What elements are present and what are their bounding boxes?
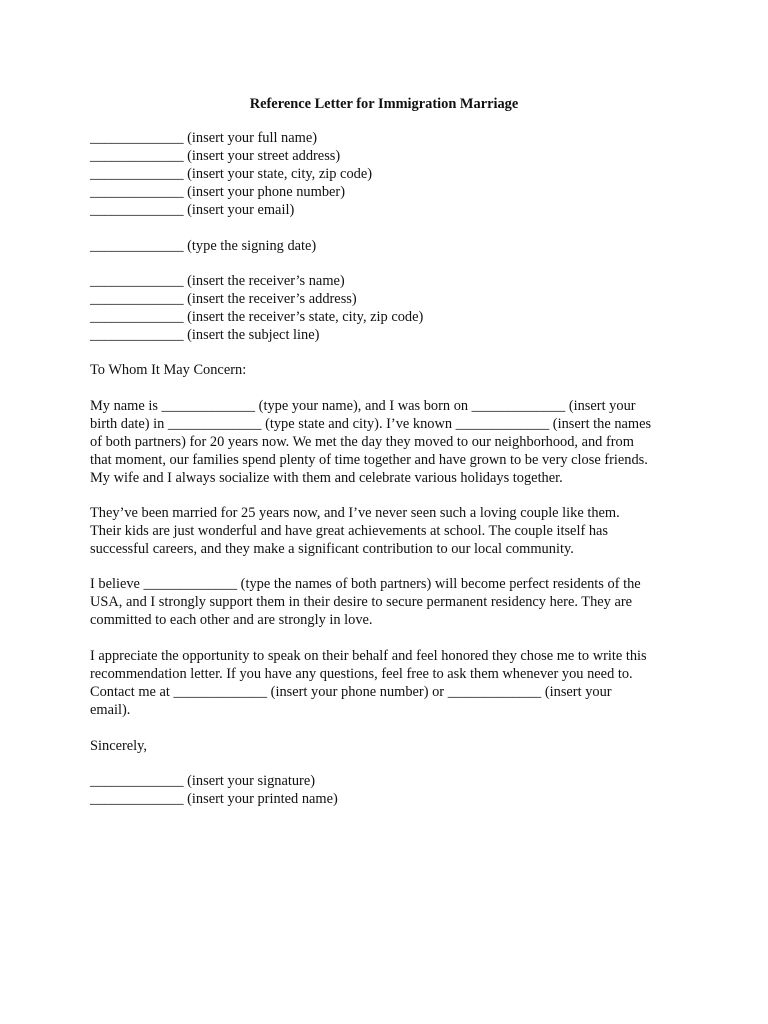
date-block [90,237,690,255]
paragraph-1-line: birth date) in _____________ (type state and city). I’ve known _____________ (insert the names [90,416,652,432]
paragraph-1-line: My wife and I always socialize with them and celebrate various holidays together. [90,470,563,486]
paragraph-1-line: that moment, our families spend plenty of time together and have grown to be very close friends. [90,452,648,468]
sender-street-address-line: _____________ (insert your street address) [90,148,341,164]
paragraph-3-line: I believe _____________ (type the names of both partners) will become perfect residents of the [90,576,641,592]
paragraph-4-line: recommendation letter. If you have any questions, feel free to ask them whenever you need to. [90,666,633,682]
paragraph-4-line: email). [90,702,131,718]
sender-state-city-zip-line: _____________ (insert your state, city, zip code) [90,166,373,182]
subject-line: _____________ (insert the subject line) [90,327,320,343]
paragraph-1-line: My name is _____________ (type your name), and I was born on _____________ (insert your [90,398,636,414]
signing-date-line: _____________ (type the signing date) [90,238,317,254]
paragraph-4-line: I appreciate the opportunity to speak on their behalf and feel honored they chose me to write this [90,648,647,664]
paragraph-2-line: successful careers, and they make a significant contribution to our local community. [90,541,574,557]
receiver-state-city-zip-line: _____________ (insert the receiver’s state, city, zip code) [90,309,424,325]
sender-block [90,129,690,219]
paragraph-1-line: of both partners) for 20 years now. We met the day they moved to our neighborhood, and from [90,434,634,450]
salutation-block [90,361,690,379]
sender-phone-line: _____________ (insert your phone number) [90,184,345,200]
sender-full-name-line: _____________ (insert your full name) [90,130,318,146]
paragraph-3-line: USA, and I strongly support them in their desire to secure permanent residency here. They are [90,594,633,610]
printed-name-line: _____________ (insert your printed name) [90,791,338,807]
paragraph-4 [90,647,690,719]
closing-block [90,737,690,755]
paragraph-4-line: Contact me at _____________ (insert your phone number) or _____________ (insert your [90,684,612,700]
receiver-block [90,272,690,344]
paragraph-2 [90,504,690,558]
paragraph-2-line: Their kids are just wonderful and have great achievements at school. The couple itself has [90,523,609,539]
salutation: To Whom It May Concern: [90,362,247,378]
receiver-name-line: _____________ (insert the receiver’s name) [90,273,345,289]
sender-email-line: _____________ (insert your email) [90,202,295,218]
signature-block [90,772,690,808]
receiver-address-line: _____________ (insert the receiver’s address) [90,291,357,307]
paragraph-3-line: committed to each other and are strongly in love. [90,612,373,628]
document-title: Reference Letter for Immigration Marriage [249,96,519,112]
paragraph-3 [90,575,690,629]
paragraph-2-line: They’ve been married for 25 years now, and I’ve never seen such a loving couple like them. [90,505,620,521]
closing: Sincerely, [90,738,148,754]
paragraph-1 [90,397,690,487]
signature-line: _____________ (insert your signature) [90,773,316,789]
